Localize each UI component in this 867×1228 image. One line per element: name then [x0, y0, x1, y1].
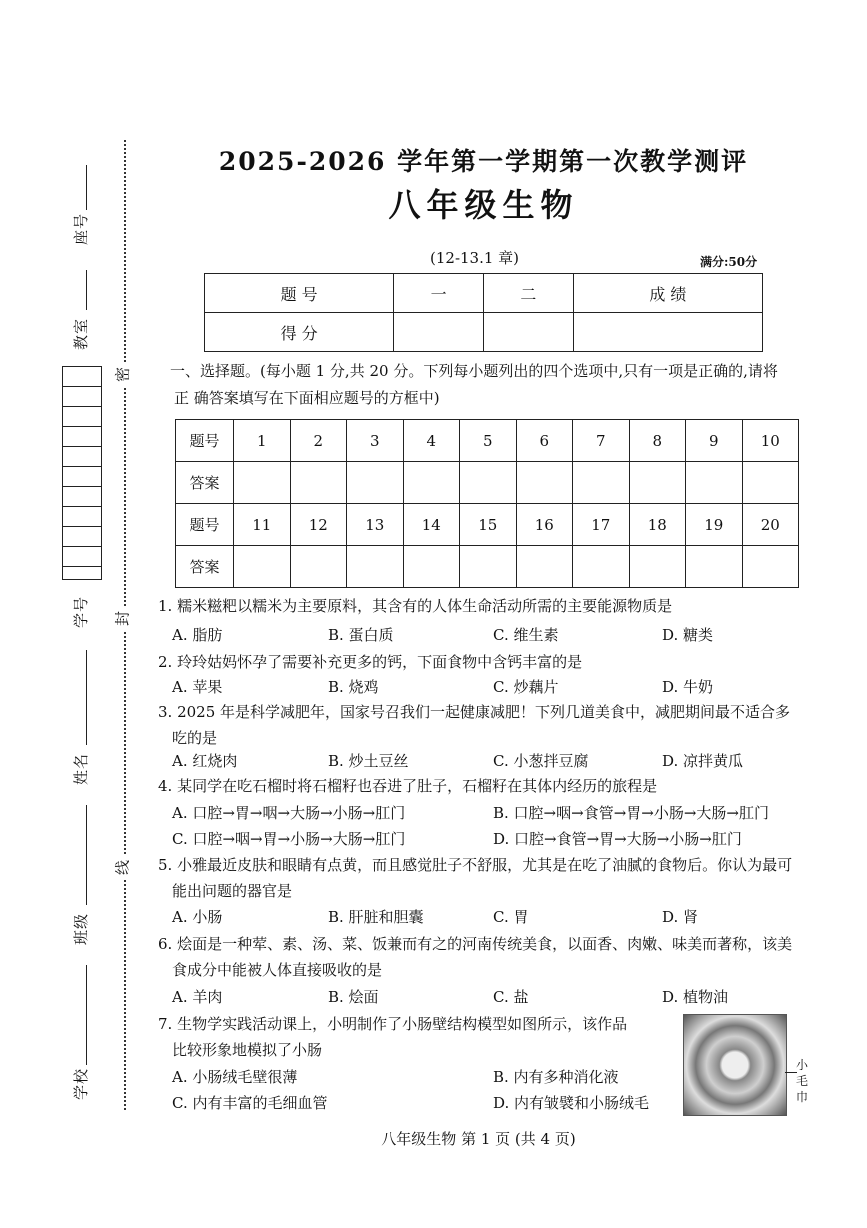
answer-input-cell[interactable]	[686, 462, 743, 504]
question-option: B. 口腔→咽→食管→胃→小肠→大肠→肛门	[493, 804, 769, 822]
seal-mark-mi: 密	[112, 363, 133, 387]
question-stem: 6. 烩面是一种荤、素、汤、菜、饭兼而有之的河南传统美食，以面香、肉嫩、味美而著称，该美	[158, 935, 793, 953]
chapter-range: (12-13.1 章)	[430, 249, 520, 267]
answer-input-cell[interactable]	[234, 462, 291, 504]
answer-number-cell: 14	[403, 504, 460, 546]
exam-title: 2025-2026 学年第一学期第一次教学测评	[218, 147, 749, 176]
question-option: B. 内有多种消化液	[493, 1068, 619, 1086]
answer-number-cell: 17	[573, 504, 630, 546]
answer-input-cell[interactable]	[460, 546, 517, 588]
question-stem: 比较形象地模拟了小肠	[172, 1041, 323, 1059]
answer-input-cell[interactable]	[742, 462, 799, 504]
question-option: D. 凉拌黄瓜	[662, 752, 744, 770]
answer-input-cell[interactable]	[290, 546, 347, 588]
question-stem: 5. 小雅最近皮肤和眼睛有点黄，而且感觉肚子不舒服，尤其是在吃了油腻的食物后。你认为最可	[158, 856, 793, 874]
question-option: C. 胃	[493, 908, 529, 926]
answer-input-cell[interactable]	[290, 462, 347, 504]
question-option: C. 内有丰富的毛细血管	[172, 1094, 328, 1112]
question-option: B. 烩面	[328, 988, 379, 1006]
question-option: A. 苹果	[172, 678, 223, 696]
section1-instruction-line2: 正 确答案填写在下面相应题号的方框中)	[174, 389, 440, 407]
score-header-cell: 二	[483, 274, 573, 313]
question-option: A. 羊肉	[172, 988, 223, 1006]
question-stem: 食成分中能被人体直接吸收的是	[172, 961, 383, 979]
classroom-label: 教室	[72, 317, 90, 350]
answer-number-cell: 9	[686, 420, 743, 462]
question-option: D. 糖类	[662, 626, 714, 644]
answer-num-label: 题号	[176, 504, 234, 546]
answer-number-cell: 19	[686, 504, 743, 546]
question-stem: 能出问题的器官是	[172, 882, 293, 900]
answer-label: 答案	[176, 462, 234, 504]
answer-input-cell[interactable]	[629, 462, 686, 504]
answer-number-cell: 2	[290, 420, 347, 462]
question-option: B. 烧鸡	[328, 678, 379, 696]
question-option: C. 炒藕片	[493, 678, 559, 696]
question-option: D. 口腔→食管→胃→大肠→小肠→肛门	[493, 830, 742, 848]
answer-input-cell[interactable]	[460, 462, 517, 504]
answer-number-cell: 15	[460, 504, 517, 546]
class-blank	[86, 805, 87, 905]
question-option: B. 炒土豆丝	[328, 752, 409, 770]
answer-number-cell: 16	[516, 504, 573, 546]
answer-input-cell[interactable]	[686, 546, 743, 588]
answer-input-cell[interactable]	[347, 462, 404, 504]
answer-input-cell[interactable]	[573, 462, 630, 504]
answer-number-cell: 10	[742, 420, 799, 462]
question-stem: 3. 2025 年是科学减肥年，国家号召我们一起健康减肥！下列几道美食中，减肥期间最不适合多	[158, 703, 791, 721]
question-stem: 2. 玲玲姑妈怀孕了需要补充更多的钙，下面食物中含钙丰富的是	[158, 653, 583, 671]
name-blank	[86, 650, 87, 745]
student-number-label: 学号	[72, 595, 90, 628]
question-option: C. 小葱拌豆腐	[493, 752, 589, 770]
score-input-cell[interactable]	[394, 313, 484, 352]
score-input-cell[interactable]	[573, 313, 762, 352]
question-stem: 1. 糯米糍粑以糯米为主要原料，其含有的人体生命活动所需的主要能源物质是	[158, 597, 673, 615]
question-option: A. 小肠	[172, 908, 223, 926]
question-option: C. 维生素	[493, 626, 559, 644]
answer-input-cell[interactable]	[347, 546, 404, 588]
answer-input-cell[interactable]	[234, 546, 291, 588]
score-header-cell: 题 号	[205, 274, 394, 313]
seat-number-grid	[62, 366, 102, 580]
question-option: D. 植物油	[662, 988, 729, 1006]
answer-label: 答案	[176, 546, 234, 588]
answer-number-cell: 13	[347, 504, 404, 546]
answer-input-cell[interactable]	[573, 546, 630, 588]
small-intestine-model-photo	[683, 1014, 787, 1116]
score-header-cell: 成 绩	[573, 274, 762, 313]
school-label: 学校	[72, 1067, 90, 1100]
score-header-cell: 一	[394, 274, 484, 313]
answer-number-cell: 4	[403, 420, 460, 462]
answer-num-label: 题号	[176, 420, 234, 462]
question-option: B. 蛋白质	[328, 626, 394, 644]
answer-input-cell[interactable]	[516, 546, 573, 588]
answer-number-cell: 6	[516, 420, 573, 462]
answer-number-cell: 8	[629, 420, 686, 462]
question-option: B. 肝脏和胆囊	[328, 908, 424, 926]
answer-number-cell: 7	[573, 420, 630, 462]
question-option: A. 红烧肉	[172, 752, 238, 770]
answer-number-cell: 20	[742, 504, 799, 546]
question-option: D. 肾	[662, 908, 699, 926]
score-table	[204, 273, 763, 352]
school-blank	[86, 965, 87, 1065]
class-label: 班级	[72, 912, 90, 945]
question-option: D. 内有皱襞和小肠绒毛	[493, 1094, 650, 1112]
question-option: A. 小肠绒毛壁很薄	[172, 1068, 298, 1086]
name-label: 姓名	[72, 752, 90, 785]
answer-number-cell: 18	[629, 504, 686, 546]
figure-label-char: 毛	[796, 1074, 809, 1088]
subject-title: 八年级生物	[388, 186, 579, 224]
question-option: C. 盐	[493, 988, 529, 1006]
answer-number-cell: 11	[234, 504, 291, 546]
answer-table	[175, 419, 799, 588]
answer-input-cell[interactable]	[403, 546, 460, 588]
answer-input-cell[interactable]	[629, 546, 686, 588]
question-stem: 7. 生物学实践活动课上，小明制作了小肠壁结构模型如图所示，该作品	[158, 1015, 628, 1033]
classroom-blank	[86, 270, 87, 310]
question-stem: 吃的是	[172, 729, 218, 747]
seat-label: 座号	[72, 212, 90, 245]
section1-instruction-line1: 一、选择题。(每小题 1 分,共 20 分。下列每小题列出的四个选项中,只有一项是正确的,请将	[170, 362, 778, 380]
question-option: A. 口腔→胃→咽→大肠→小肠→肛门	[172, 804, 406, 822]
question-option: A. 脂肪	[172, 626, 223, 644]
figure-label-char: 小	[796, 1058, 809, 1072]
answer-number-cell: 5	[460, 420, 517, 462]
answer-number-cell: 12	[290, 504, 347, 546]
page-footer: 八年级生物 第 1 页 (共 4 页)	[381, 1130, 576, 1148]
score-row-label: 得 分	[205, 313, 394, 352]
answer-input-cell[interactable]	[742, 546, 799, 588]
answer-number-cell: 3	[347, 420, 404, 462]
full-score: 满分:50分	[700, 255, 758, 269]
seal-mark-xian: 线	[112, 856, 133, 880]
question-stem: 4. 某同学在吃石榴时将石榴籽也吞进了肚子，石榴籽在其体内经历的旅程是	[158, 777, 658, 795]
question-option: D. 牛奶	[662, 678, 714, 696]
score-input-cell[interactable]	[483, 313, 573, 352]
seal-mark-feng: 封	[112, 607, 133, 631]
answer-input-cell[interactable]	[516, 462, 573, 504]
question-option: C. 口腔→咽→胃→小肠→大肠→肛门	[172, 830, 406, 848]
answer-number-cell: 1	[234, 420, 291, 462]
figure-label-char: 巾	[796, 1090, 809, 1104]
answer-input-cell[interactable]	[403, 462, 460, 504]
